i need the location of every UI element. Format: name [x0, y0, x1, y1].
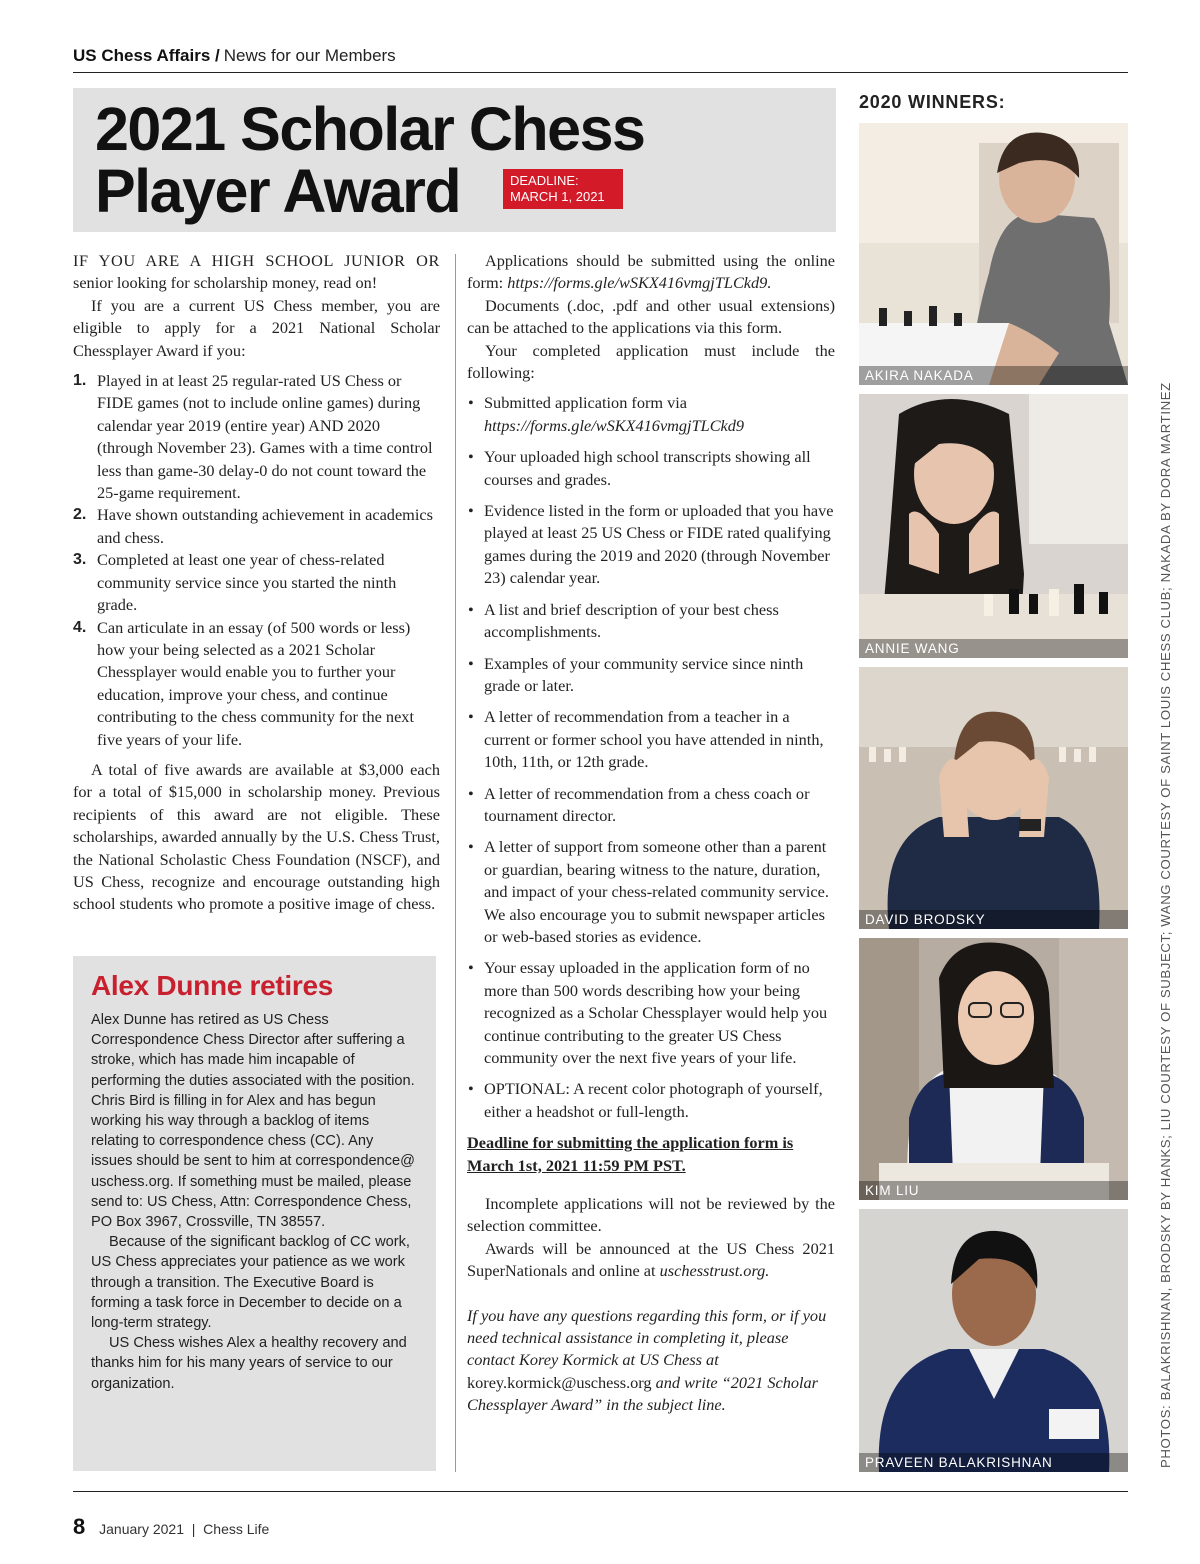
column-divider — [455, 254, 456, 1472]
article-column-1 — [73, 250, 440, 916]
bullet-dot: • — [468, 501, 474, 521]
checklist-text: Evidence listed in the form or uploaded that you have played at least 25 US Chess or FIDE rated qualifying games during the 2019 and 2020 (through November 23) calendar year. — [484, 501, 834, 588]
requirements-list — [73, 370, 440, 751]
chess-player-image — [859, 667, 1128, 929]
contact-email[interactable]: korey.kormick@uschess.org — [467, 1372, 652, 1392]
incomplete-paragraph: Incomplete applications will not be reviewed by the selection committee. — [467, 1194, 835, 1236]
title-line-1: 2021 Scholar Chess — [95, 95, 645, 163]
checklist-text: A letter of recommendation from a chess coach or tournament director. — [484, 783, 810, 825]
sidebar-paragraph-1: Alex Dunne has retired as US Chess Correspondence Chess Director after suffering a stroke, which has made him incapable of performing the duties associated with the position. Chris Bird is filling in for Alex and has begun working his way through a backlog of items relating to correspondence chess (CC). Any issues should be sent to him at correspondence@ uschess.org. If something must be mailed, please send to: US Chess, Attn: Correspondence Chess, PO Box 3967, Crossville, TN 38557. — [91, 1012, 415, 1231]
chess-player-image — [859, 394, 1128, 658]
awards-paragraph: A total of five awards are available at $3,000 each for a total of $15,000 in scholarship money. Previous recipients of this award are not eligible. These scholarships, awarded annually by the U.S. Chess Trust, the National Scholastic Chess Foundation (NSCF), and US Chess, recognize and encourage outstanding high school students who promote a positive image of chess. — [73, 759, 440, 914]
section-subtitle: News for our Members — [223, 46, 396, 65]
intro-rest: senior looking for scholarship money, read on! — [73, 273, 378, 293]
deadline-label: DEADLINE: — [510, 173, 579, 188]
checklist-text: OPTIONAL: A recent color photograph of yourself, either a headshot or full-length. — [484, 1079, 823, 1121]
checklist-text: A list and brief description of your best chess accomplishments. — [484, 599, 779, 642]
requirement-item — [73, 549, 440, 616]
documents-paragraph: Documents (.doc, .pdf and other usual extensions) can be attached to the applications via this form. — [467, 295, 835, 338]
checklist-text: Submitted application form via — [484, 393, 688, 413]
alex-dunne-sidebar — [73, 956, 436, 1471]
requirement-text: Can articulate in an essay (of 500 words or less) how your being selected as a 2021 Scholar Chessplayer would enable you to further your education, improve your chess, and continue contributing to the chess community for the next five years of your life. — [97, 617, 414, 749]
bullet-dot: • — [468, 1079, 474, 1099]
bullet-dot: • — [468, 653, 474, 673]
page-footer — [73, 1514, 269, 1540]
article-column-2 — [467, 250, 835, 1417]
bullet-dot: • — [468, 447, 474, 467]
bullet-dot: • — [468, 837, 474, 857]
deadline-date: MARCH 1, 2021 — [510, 189, 605, 204]
requirement-text: Have shown outstanding achievement in academics and chess. — [97, 505, 433, 547]
running-header — [73, 46, 1128, 73]
requirement-item — [73, 617, 440, 751]
winner-photo-annie — [859, 394, 1128, 658]
chess-player-image — [859, 123, 1128, 385]
intro-caps: IF YOU ARE A HIGH SCHOOL JUNIOR OR — [73, 251, 440, 270]
intro-paragraph — [73, 250, 440, 295]
apply-text: Applications should be submitted using the online form: — [467, 251, 835, 293]
form-url[interactable]: https://forms.gle/wSKX416vmgjTLCkd9 — [484, 415, 745, 435]
checklist-text: A letter of support from someone other than a parent or guardian, bearing witness to the nature, duration, and impact of your chess-related community service. We also encourage you to submit newspaper articles or web-based stories as evidence. — [484, 837, 829, 946]
requirement-item — [73, 504, 440, 549]
bullet-dot: • — [468, 599, 474, 619]
requirement-number: 4. — [73, 618, 87, 636]
checklist-text: Your uploaded high school transcripts showing all courses and grades. — [484, 447, 811, 489]
checklist-text: Your essay uploaded in the application form of no more than 500 words describing how your being recognized as a Scholar Chessplayer would help you continue contributing to the greater US Chess community over the next five years of your life. — [484, 958, 828, 1067]
deadline-statement: Deadline for submitting the application form is March 1st, 2021 11:59 PM PST. — [467, 1133, 794, 1175]
announce-paragraph — [467, 1238, 835, 1283]
article-title-box — [73, 88, 836, 232]
requirement-number: 1. — [73, 372, 87, 390]
winner-photo-david — [859, 667, 1128, 929]
apply-url[interactable]: https://forms.gle/wSKX416vmgjTLCkd9. — [507, 273, 772, 293]
bullet-dot: • — [468, 958, 474, 978]
section-title: US Chess Affairs / — [73, 46, 220, 65]
eligibility-paragraph: If you are a current US Chess member, you are eligible to apply for a 2021 National Scholar Chessplayer Award if you: — [73, 295, 440, 360]
checklist-item — [467, 500, 835, 590]
sidebar-paragraph-2: Because of the significant backlog of CC work, US Chess appreciates your patience as we work through a transition. The Executive Board is forming a task force in December to decide on a long-term strategy. — [91, 1234, 410, 1332]
deadline-badge — [503, 169, 623, 209]
chess-player-image — [859, 938, 1128, 1200]
checklist-item — [467, 706, 835, 773]
checklist-item — [467, 783, 835, 828]
bullet-dot: • — [468, 393, 474, 413]
checklist-item — [467, 957, 835, 1069]
application-checklist — [467, 392, 835, 1123]
checklist-item — [467, 653, 835, 698]
winner-photo-praveen — [859, 1209, 1128, 1472]
title-line-2: Player Award — [95, 157, 461, 225]
footer-rule — [73, 1491, 1128, 1492]
checklist-text: Examples of your community service since ninth grade or later. — [484, 653, 804, 695]
requirement-text: Completed at least one year of chess-related community service since you started the ninth grade. — [97, 550, 397, 615]
winner-name: KIM LIU — [859, 1181, 1128, 1200]
checklist-item — [467, 836, 835, 948]
checklist-text: A letter of recommendation from a teacher in a current or former school you have attended in ninth, 10th, 11th, or 12th grade. — [484, 707, 824, 772]
winner-photo-akira — [859, 123, 1128, 385]
winner-photo-kim — [859, 938, 1128, 1200]
winner-name: DAVID BRODSKY — [859, 910, 1128, 929]
sidebar-paragraph-3: US Chess wishes Alex a healthy recovery and thanks him for his many years of service to our organization. — [91, 1335, 407, 1392]
bullet-dot: • — [468, 783, 474, 803]
questions-end: and write “2021 Scholar Chessplayer Award” in the subject line. — [467, 1372, 819, 1415]
requirement-number: 2. — [73, 506, 87, 524]
page-number: 8 — [73, 1514, 86, 1539]
winner-name: PRAVEEN BALAKRISHNAN — [859, 1453, 1128, 1472]
chess-player-image — [859, 1209, 1128, 1472]
requirement-text: Played in at least 25 regular-rated US Chess or FIDE games (not to include online games) during calendar year 2019 (entire year) AND 2020 (through November 23). Games with a time control less than game-30 delay-0 do not count toward the 25-game requirement. — [97, 371, 433, 503]
announce-text: Awards will be announced at the US Chess 2021 SuperNationals and online at — [467, 1238, 835, 1281]
checklist-item — [467, 1078, 835, 1123]
requirement-item — [73, 370, 440, 504]
requirement-number: 3. — [73, 551, 87, 569]
checklist-item — [467, 599, 835, 644]
trust-url[interactable]: uschesstrust.org. — [659, 1261, 770, 1281]
apply-paragraph — [467, 250, 835, 295]
questions-paragraph — [467, 1305, 835, 1417]
checklist-item — [467, 392, 835, 437]
issue-info: January 2021 | Chess Life — [99, 1521, 270, 1537]
photo-credit: PHOTOS: BALAKRISHNAN, BRODSKY BY HANKS; LIU COURTESY OF SUBJECT; WANG COURTESY OF SAINT LOUIS CHESS CLUB; NAKADA BY DORA MARTINEZ — [1158, 382, 1173, 1468]
sidebar-title: Alex Dunne retires — [91, 970, 334, 1001]
include-paragraph: Your completed application must include the following: — [467, 340, 835, 383]
bullet-dot: • — [468, 707, 474, 727]
winner-name: AKIRA NAKADA — [859, 366, 1128, 385]
winner-name: ANNIE WANG — [859, 639, 1128, 658]
questions-text: If you have any questions regarding this form, or if you need technical assistance in completing it, please contact Korey Kormick at US Chess at — [467, 1305, 827, 1370]
winners-label: 2020 WINNERS: — [859, 92, 1006, 112]
checklist-item — [467, 446, 835, 491]
